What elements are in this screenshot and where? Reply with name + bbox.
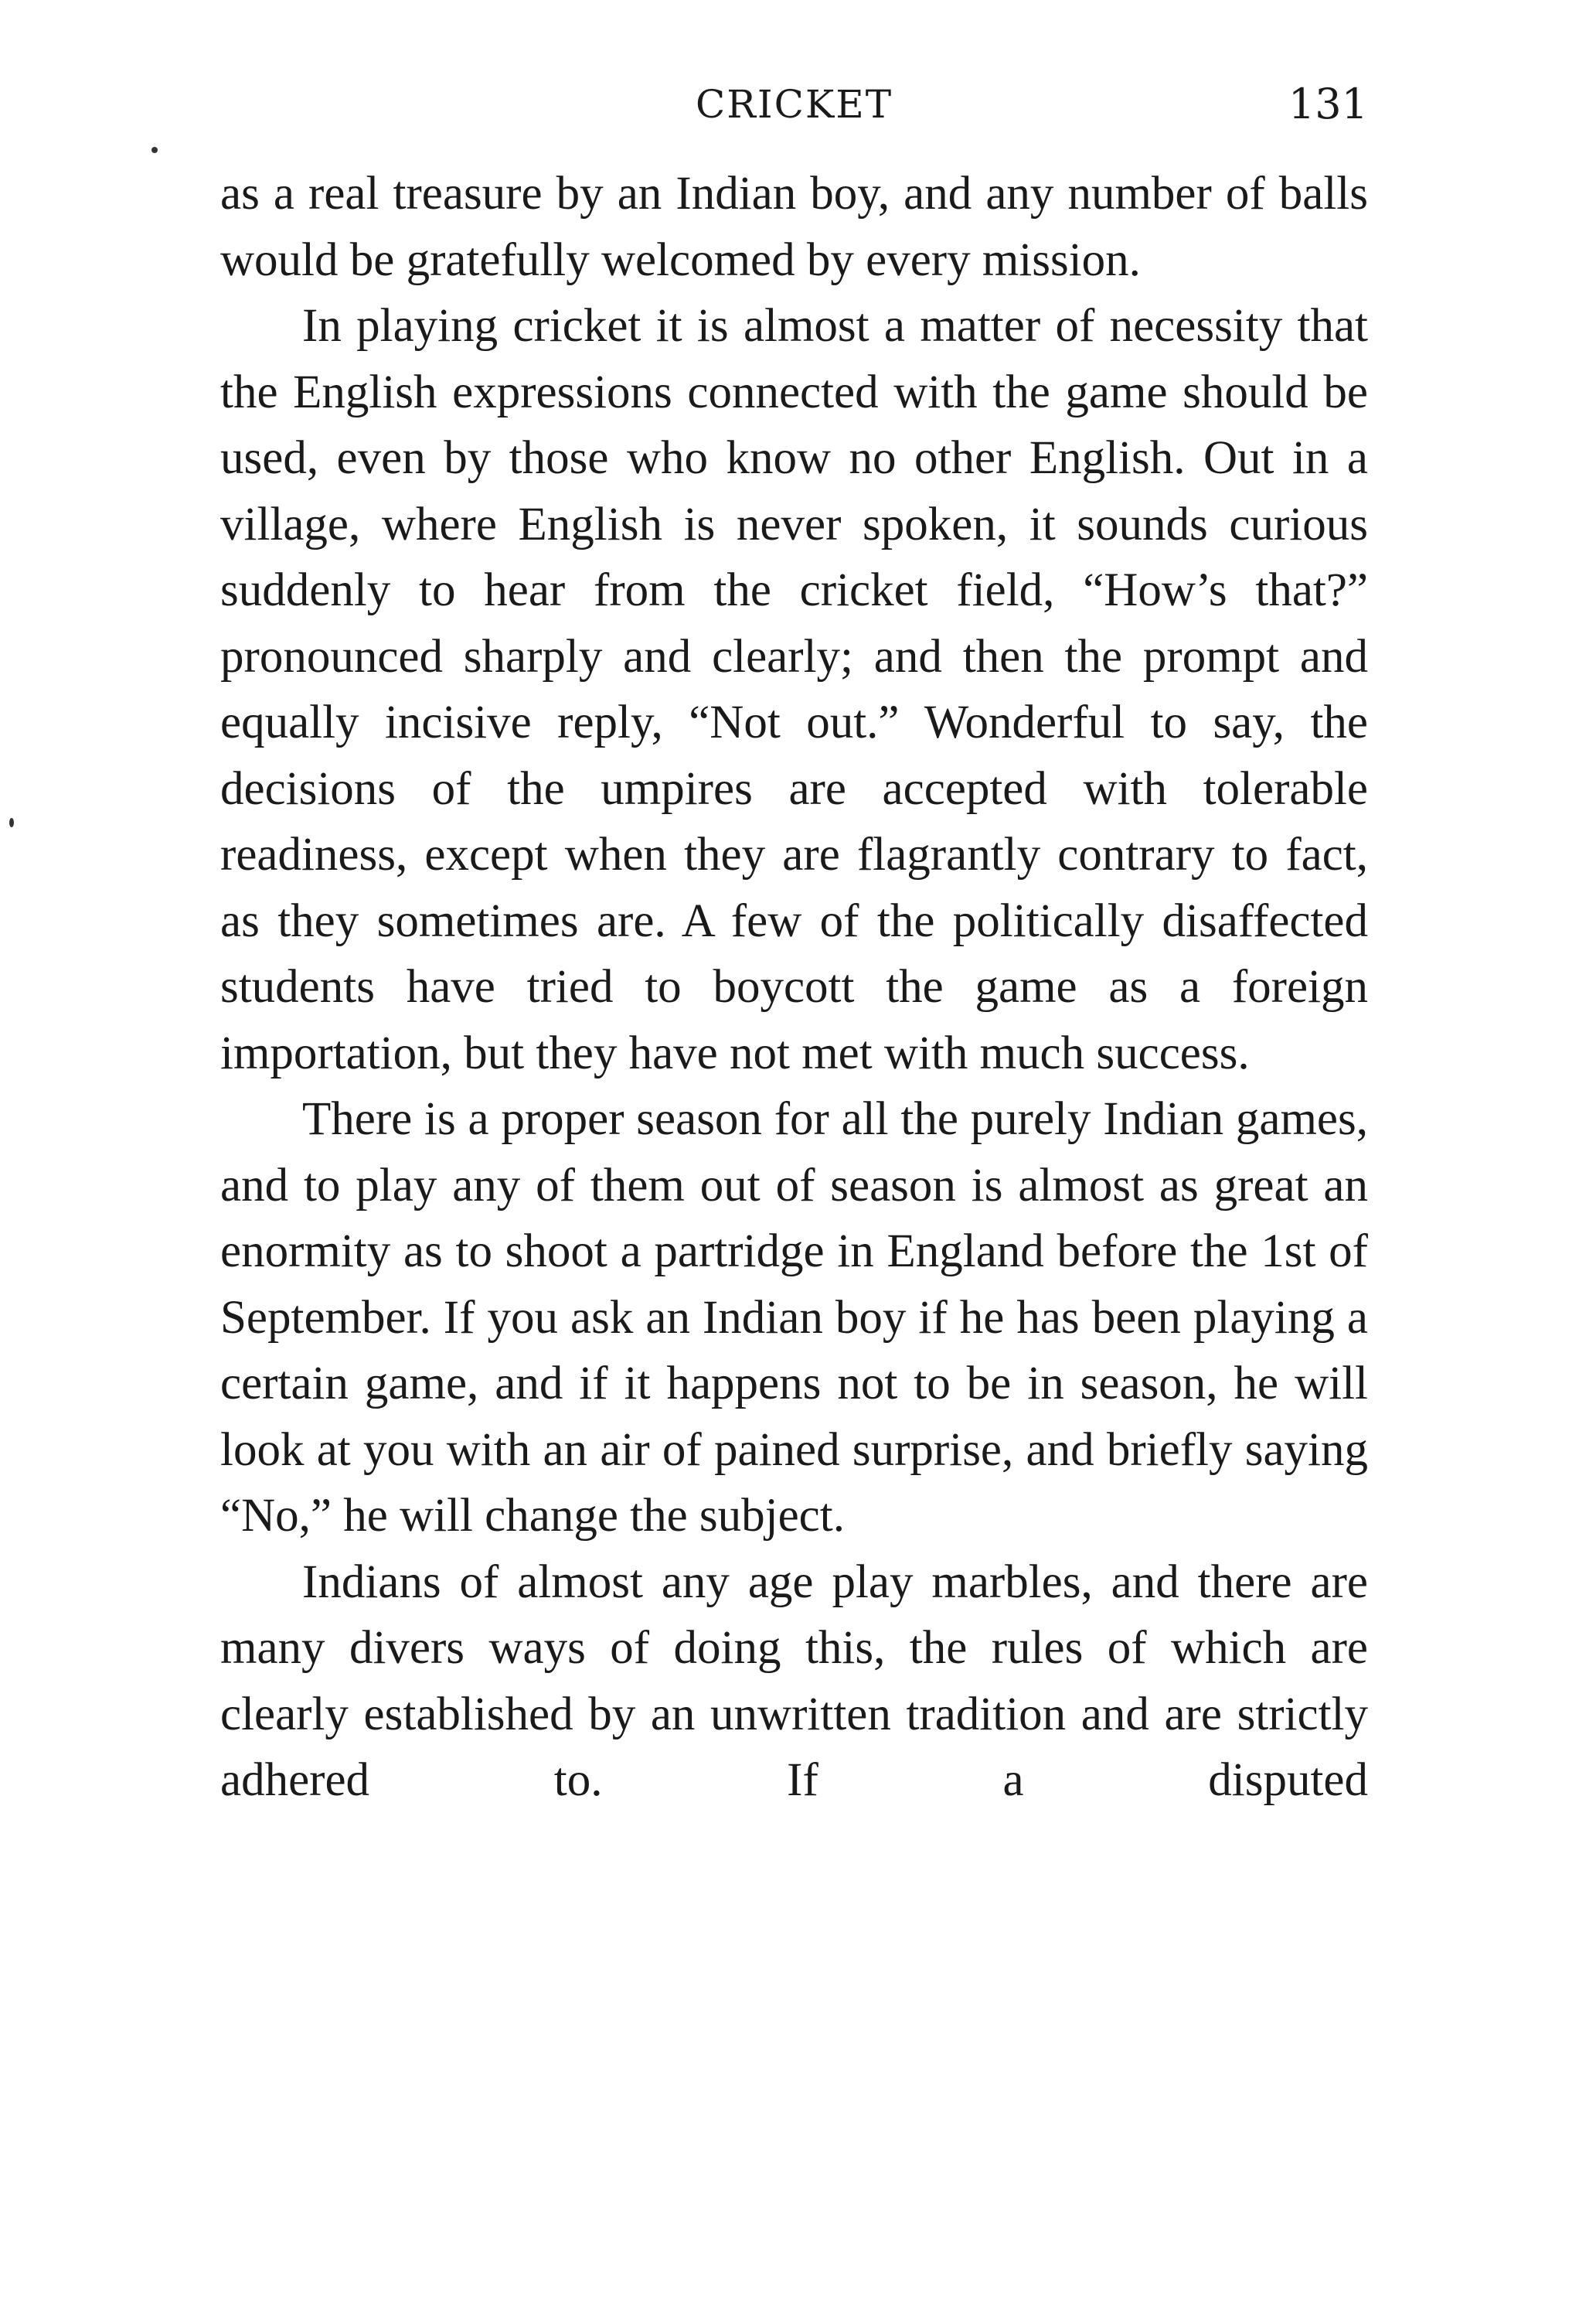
print-speck — [9, 818, 14, 827]
page-header — [220, 70, 1368, 139]
print-speck — [151, 147, 158, 153]
paragraph: In playing cricket it is almost a matter of necessity that the English expressions connected with the game should be used, even by those who know no other English. Out in a village, where English is never spoken, it sounds curious suddenly to hear from the cricket field, “How’s that?” pronounced sharply and clearly; and then the prompt and equally incisive reply, “Not out.” Wonderful to say, the decisions of the umpires are accepted with tolerable readiness, except when they are flagrantly contrary to fact, as they sometimes are. A few of the politically disaffected students have tried to boycott the game as a foreign importation, but they have not met with much success. — [220, 300, 1368, 1079]
page-number: 131 — [1288, 80, 1368, 128]
paragraph: There is a proper season for all the purely Indian games, and to play any of them out of season is almost as great an enormity as to shoot a partridge in England before the 1st of September. If you ask an Indian boy if he has been playing a certain game, and if it happens not to be in season, he will look at you with an air of pained surprise, and briefly saying “No,” he will change the subject. — [220, 1093, 1368, 1542]
running-head: CRICKET — [695, 82, 893, 127]
paragraph: Indians of almost any age play marbles, and there are many divers ways of doing this, the rules of which are clearly established by an unwritten tradition and are strictly adhered to. If a disputed — [220, 1556, 1368, 1806]
page-body — [220, 161, 1368, 2248]
paragraph: as a real treasure by an Indian boy, and any number of balls would be gratefully welcomed by every mission. — [220, 168, 1368, 286]
